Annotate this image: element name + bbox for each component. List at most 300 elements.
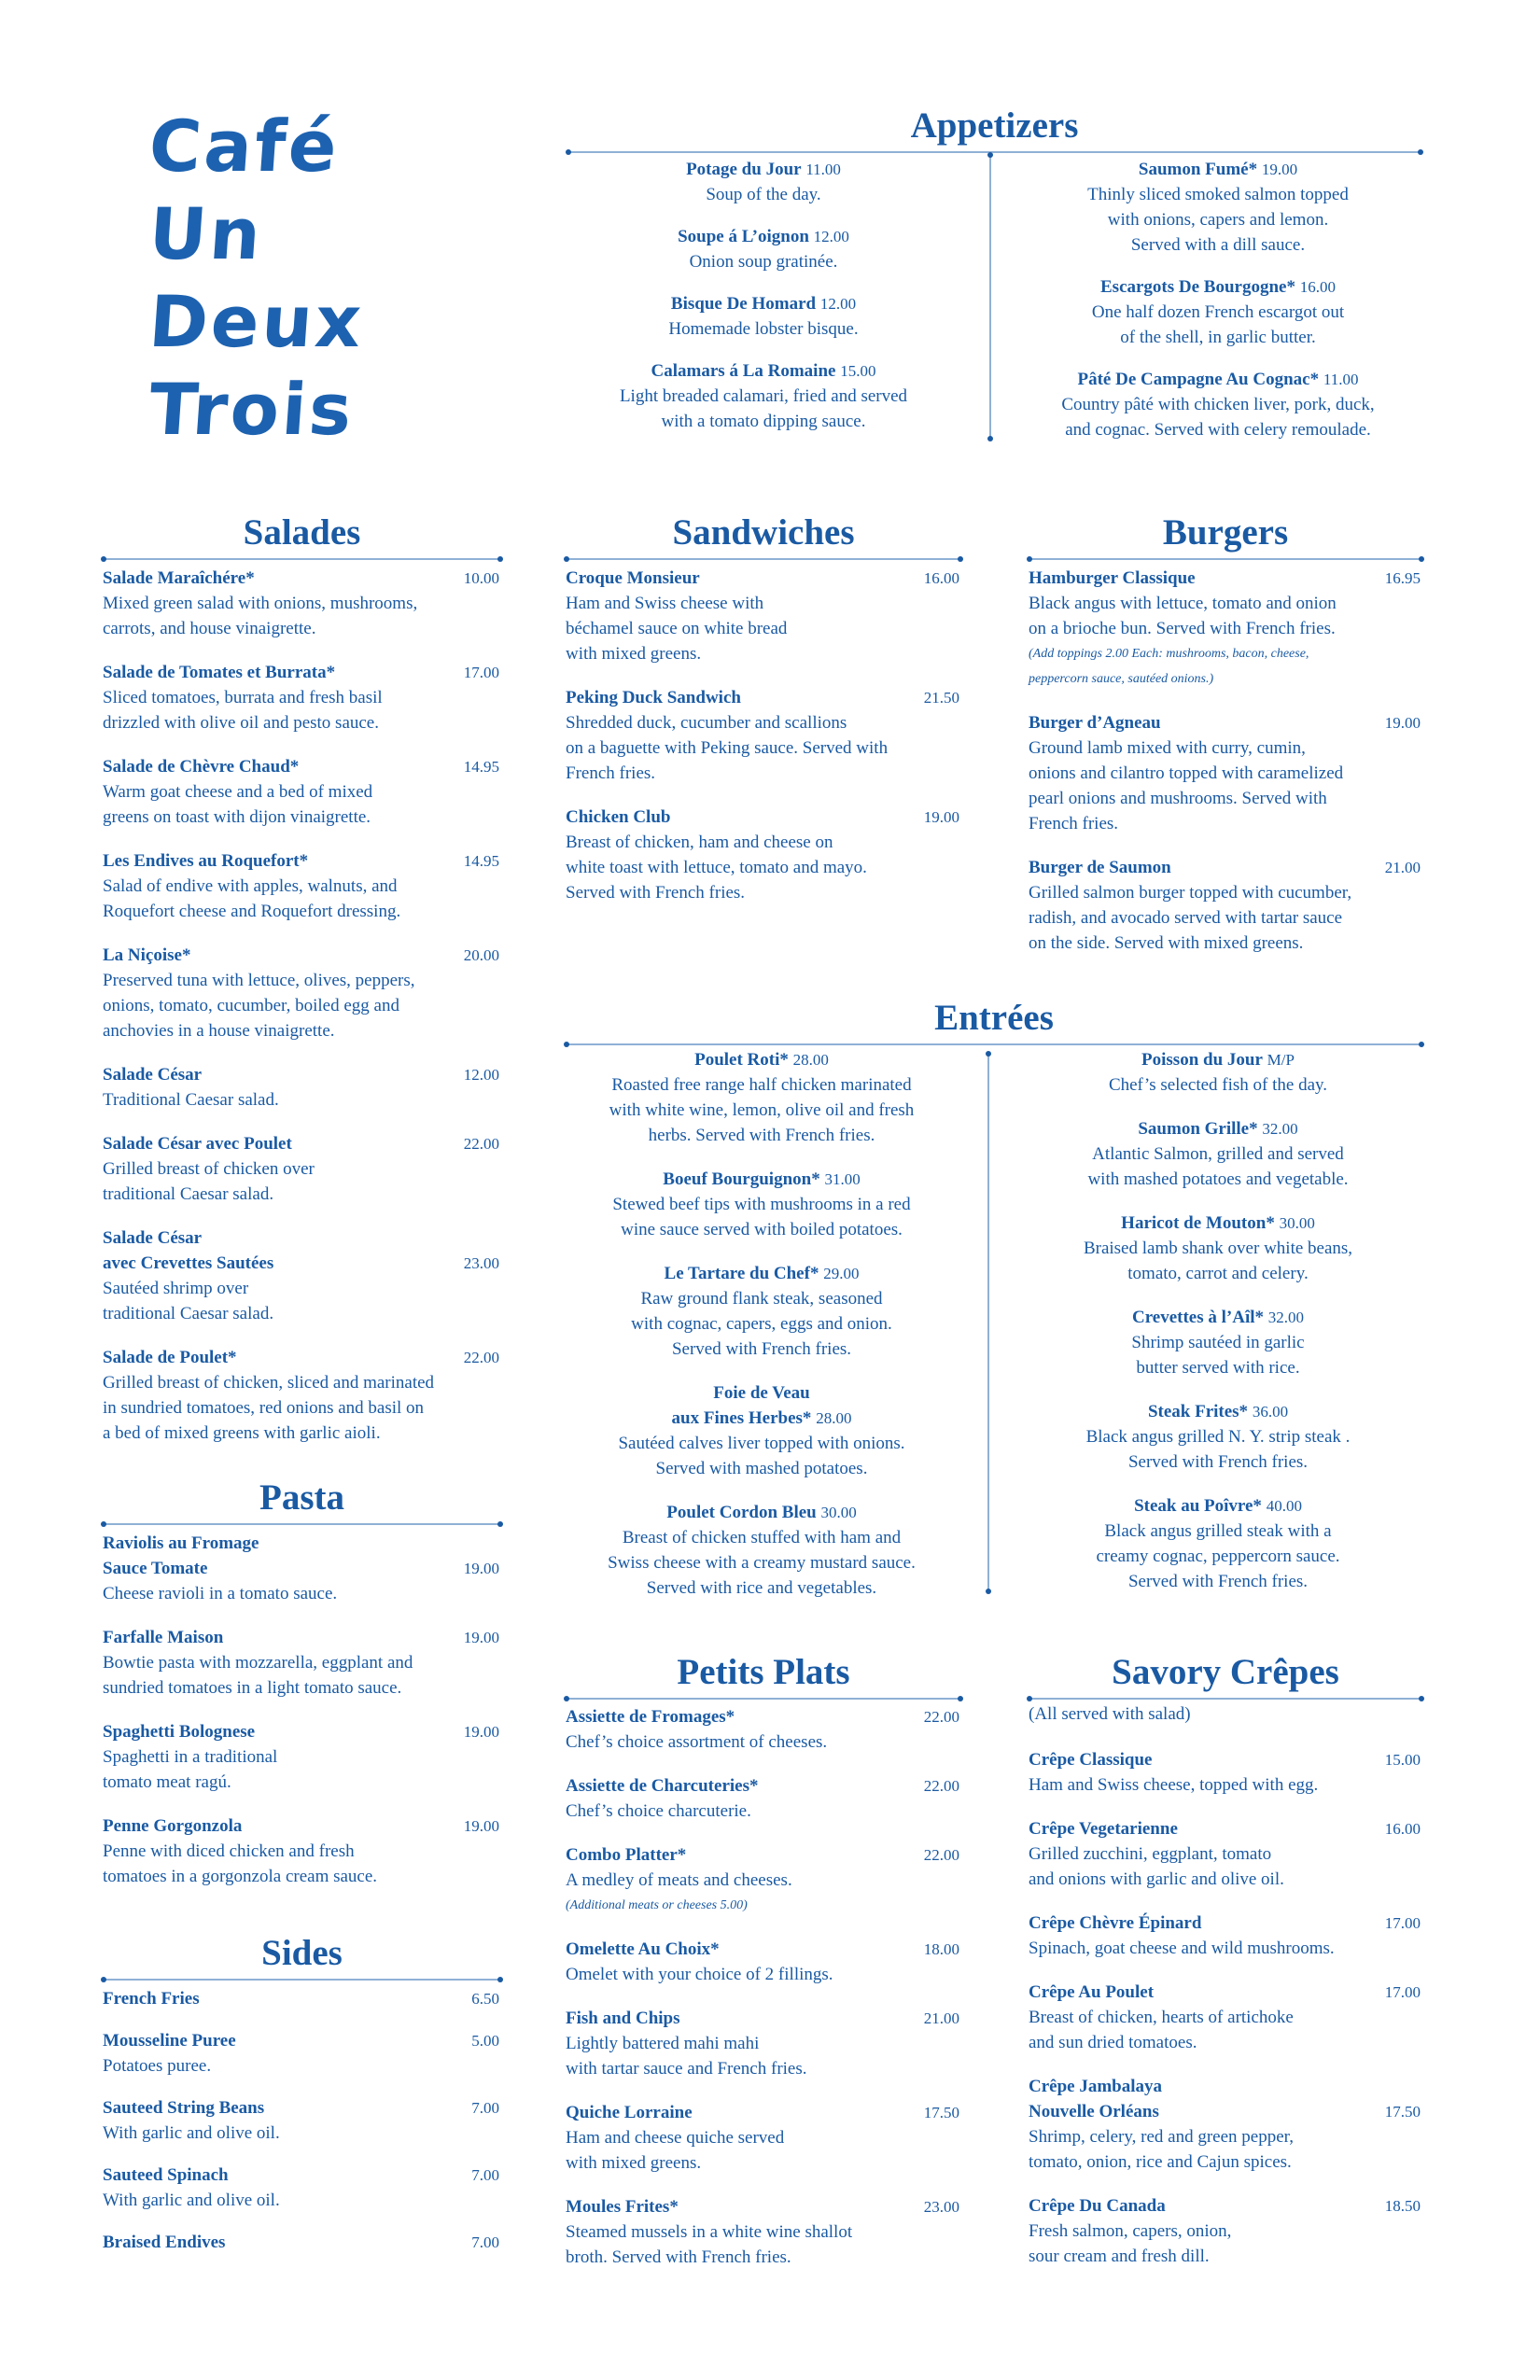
- menu-item-name-row: [103, 1345, 499, 1370]
- sandwiches-header: [566, 511, 961, 560]
- menu-item-name-row: [103, 1225, 499, 1251]
- menu-item-name-row: [1017, 1493, 1419, 1519]
- menu-item-description: onions and cilantro topped with caramelized: [1029, 763, 1344, 783]
- menu-item-name-row: [1029, 566, 1421, 591]
- menu-item-name: Crêpe Jambalaya: [1029, 2077, 1163, 2096]
- menu-item-description: traditional Caesar salad.: [103, 1184, 274, 1204]
- menu-item-description: Light breaded calamari, fried and served: [619, 386, 908, 406]
- menu-item-price: 29.00: [823, 1265, 860, 1282]
- menu-item: [1017, 1493, 1419, 1594]
- menu-item-name: Sauteed Spinach: [103, 2165, 229, 2185]
- menu-item-name-row: [1017, 274, 1419, 300]
- menu-item-name-row: [103, 1131, 499, 1156]
- menu-item-description: in sundried tomatoes, red onions and basil on: [103, 1398, 425, 1418]
- menu-item-name: Hamburger Classique: [1029, 568, 1196, 588]
- menu-item-name-row: [566, 1167, 958, 1192]
- menu-item-description: on the side. Served with mixed greens.: [1029, 933, 1304, 953]
- logo-line: Deux: [146, 280, 367, 363]
- menu-item-name-row: [103, 1719, 499, 1744]
- menu-item-description: Served with French fries.: [1127, 1572, 1309, 1591]
- menu-item: [103, 2028, 499, 2079]
- menu-item-price: 15.00: [1384, 1751, 1421, 1769]
- menu-item-price: 6.50: [471, 1990, 499, 2008]
- menu-item-description: Shredded duck, cucumber and scallions: [566, 713, 847, 733]
- menu-item-name: La Niçoise*: [103, 945, 191, 965]
- petits-plats-header: [566, 1651, 961, 1700]
- menu-item-description: and cognac. Served with celery remoulade.: [1065, 420, 1371, 440]
- menu-item-price: 19.00: [463, 1560, 499, 1577]
- menu-item: [567, 157, 959, 207]
- menu-item-description: Sautéed calves liver topped with onions.: [618, 1434, 905, 1453]
- appetizers-header: [567, 105, 1421, 153]
- menu-item: [567, 291, 959, 342]
- menu-item-name-row: [566, 1773, 959, 1799]
- menu-item-name-row: [566, 2194, 959, 2219]
- menu-item-price: 36.00: [1252, 1403, 1289, 1421]
- menu-item-name: Escargots De Bourgogne*: [1100, 277, 1295, 297]
- menu-item-price: 18.00: [923, 1940, 959, 1958]
- menu-item-price: 19.00: [463, 1629, 499, 1646]
- menu-item-name: Le Tartare du Chef*: [664, 1264, 819, 1283]
- menu-item-name-row: [567, 224, 959, 249]
- menu-item-name-row: [566, 1937, 959, 1962]
- menu-item: [103, 1986, 499, 2011]
- menu-item-name-row: [566, 2100, 959, 2125]
- menu-item-price: 20.00: [463, 946, 499, 964]
- menu-item-description: with mixed greens.: [566, 2153, 702, 2173]
- menu-item-price: 17.00: [463, 664, 499, 681]
- menu-item: [566, 1773, 959, 1824]
- burgers-list: [1029, 566, 1421, 956]
- menu-item: [103, 1225, 499, 1326]
- menu-item-name: Bisque De Homard: [670, 294, 817, 314]
- menu-item-description: with cognac, capers, eggs and onion.: [631, 1314, 892, 1334]
- menu-item: [103, 2095, 499, 2146]
- menu-item-price: 32.00: [1267, 1309, 1305, 1326]
- menu-item-price: 28.00: [792, 1051, 829, 1069]
- menu-item-name-row: [103, 1986, 499, 2011]
- menu-item-name: Crêpe Du Canada: [1029, 2196, 1166, 2216]
- menu-item: [566, 2194, 959, 2270]
- menu-item-description: Onion soup gratinée.: [689, 252, 838, 272]
- menu-item-name: Haricot de Mouton*: [1121, 1213, 1275, 1233]
- menu-item-name: Croque Monsieur: [566, 568, 700, 588]
- menu-item: [103, 1062, 499, 1113]
- menu-item-description: Sautéed shrimp over: [103, 1279, 249, 1298]
- menu-item-description: radish, and avocado served with tartar sauce: [1029, 908, 1343, 928]
- menu-item: [1029, 1816, 1421, 1892]
- menu-item-name: Potage du Jour: [686, 160, 802, 179]
- salades-list: [103, 566, 499, 1446]
- menu-item-description: Black angus grilled steak with a: [1104, 1521, 1332, 1541]
- menu-item-price: 5.00: [471, 2032, 499, 2050]
- logo-line: Trois: [146, 368, 357, 451]
- menu-item: [103, 2230, 499, 2255]
- burgers-title: Burgers: [1162, 512, 1289, 553]
- menu-item-description: With garlic and olive oil.: [103, 2123, 280, 2143]
- menu-item-price: 11.00: [1323, 371, 1359, 388]
- menu-item-description: Sliced tomatoes, burrata and fresh basil: [103, 688, 383, 707]
- menu-item-price: 23.00: [923, 2198, 959, 2216]
- menu-item: [103, 1131, 499, 1207]
- menu-item: [1029, 855, 1421, 956]
- menu-item-name: Mousseline Puree: [103, 2031, 236, 2051]
- menu-item: [103, 754, 499, 830]
- menu-item-name-row: [103, 943, 499, 968]
- salades-title: Salades: [243, 512, 361, 553]
- section-rule: [566, 1698, 961, 1700]
- menu-item-name-row: [103, 1062, 499, 1087]
- menu-item-description: Chef’s selected fish of the day.: [1108, 1075, 1328, 1095]
- menu-item-price: 19.00: [463, 1817, 499, 1835]
- logo-line: Café: [146, 105, 343, 188]
- menu-item: [566, 1500, 958, 1601]
- menu-item-name-row: [566, 1047, 958, 1072]
- menu-item-description: Cheese ravioli in a tomato sauce.: [103, 1584, 338, 1603]
- menu-item: [566, 1047, 958, 1148]
- menu-item-description: Spaghetti in a traditional: [103, 1747, 278, 1767]
- menu-item-name-row: [1029, 2193, 1421, 2219]
- menu-item-name-row: [103, 566, 499, 591]
- menu-item-description: Black angus with lettuce, tomato and onion: [1029, 594, 1337, 613]
- entrees-title: Entrées: [934, 998, 1054, 1038]
- menu-item-price: 17.50: [923, 2104, 959, 2121]
- menu-item-description: Chef’s choice assortment of cheeses.: [566, 1732, 828, 1752]
- menu-item-name-row: [1017, 1305, 1419, 1330]
- menu-item: [566, 1380, 958, 1481]
- menu-item-description: Roasted free range half chicken marinated: [611, 1075, 912, 1095]
- menu-item-name-row: [1017, 157, 1419, 182]
- petits-plats-list: [566, 1704, 959, 2270]
- menu-item-description: tomatoes in a gorgonzola cream sauce.: [103, 1867, 378, 1886]
- menu-item: [566, 685, 959, 786]
- menu-item: [1029, 1980, 1421, 2055]
- menu-item-description: Bowtie pasta with mozzarella, eggplant and: [103, 1653, 413, 1673]
- menu-item-description: Served with French fries.: [566, 883, 746, 903]
- entrees-header: [566, 997, 1422, 1045]
- menu-item-description: Warm goat cheese and a bed of mixed: [103, 782, 373, 802]
- menu-item-description: tomato meat ragú.: [103, 1772, 231, 1792]
- menu-item: [566, 1261, 958, 1362]
- menu-item: [103, 1531, 499, 1606]
- crepes-header: [1029, 1651, 1422, 1700]
- menu-item-name-row: [1017, 1047, 1419, 1072]
- menu-item-name: Poisson du Jour: [1141, 1050, 1263, 1070]
- column-divider: [989, 154, 991, 440]
- menu-item-name: Nouvelle Orléans: [1029, 2102, 1159, 2121]
- menu-item-description: butter served with rice.: [1136, 1358, 1300, 1378]
- menu-item-name-row: [566, 1842, 959, 1868]
- menu-item-name: Pâté De Campagne Au Cognac*: [1077, 370, 1320, 389]
- menu-item-description: Thinly sliced smoked salmon topped: [1087, 185, 1349, 204]
- menu-item: [103, 1625, 499, 1701]
- menu-item-description: with white wine, lemon, olive oil and fresh: [609, 1100, 915, 1120]
- menu-item: [1029, 2193, 1421, 2269]
- menu-item-description: Braised lamb shank over white beans,: [1083, 1239, 1353, 1258]
- menu-item-price: M/P: [1267, 1051, 1295, 1069]
- menu-item-description: Black angus grilled N. Y. strip steak .: [1085, 1427, 1351, 1447]
- menu-item-description: Stewed beef tips with mushrooms in a red: [612, 1195, 911, 1214]
- salades-header: [103, 511, 501, 560]
- menu-item: [567, 358, 959, 434]
- menu-item-description: Swiss cheese with a creamy mustard sauce.: [608, 1553, 916, 1573]
- section-rule: [103, 558, 501, 560]
- menu-item-name: Burger d’Agneau: [1029, 713, 1161, 733]
- menu-item-name: Steak Frites*: [1147, 1402, 1249, 1421]
- menu-item-name: Steak au Poîvre*: [1134, 1496, 1262, 1516]
- menu-item-name-row: [567, 358, 959, 384]
- menu-item-name: Sauce Tomate: [103, 1559, 208, 1578]
- menu-item-name-row: [566, 1704, 959, 1729]
- section-rule: [1029, 558, 1422, 560]
- menu-item: [566, 566, 959, 666]
- menu-item: [1017, 274, 1419, 350]
- sandwiches-title: Sandwiches: [672, 512, 855, 553]
- menu-item-description: French fries.: [566, 763, 656, 783]
- menu-item-price: 16.00: [1299, 278, 1336, 296]
- menu-item-price: 7.00: [471, 2233, 499, 2251]
- menu-item-name-row: [1029, 2074, 1421, 2099]
- menu-item-price: 28.00: [816, 1409, 852, 1427]
- menu-item-price: 31.00: [824, 1170, 861, 1188]
- menu-item-name-row: [103, 1251, 499, 1276]
- menu-item-description: of the shell, in garlic butter.: [1120, 328, 1316, 347]
- section-rule: [103, 1523, 501, 1525]
- menu-item-description: Grilled breast of chicken, sliced and marinated: [103, 1373, 435, 1393]
- menu-item-name: aux Fines Herbes*: [671, 1408, 812, 1428]
- menu-item-description: pearl onions and mushrooms. Served with: [1029, 789, 1327, 808]
- menu-item-description: Mixed green salad with onions, mushrooms,: [103, 594, 418, 613]
- menu-item-price: 19.00: [923, 808, 959, 826]
- menu-item-description: Spinach, goat cheese and wild mushrooms.: [1029, 1939, 1335, 1958]
- menu-item-name-row: [103, 2163, 499, 2188]
- menu-item-name: Braised Endives: [103, 2233, 226, 2252]
- menu-item-description: Grilled zucchini, eggplant, tomato: [1029, 1844, 1272, 1864]
- menu-item-name-row: [1017, 1211, 1419, 1236]
- menu-item-name: Soupe á L’oignon: [678, 227, 809, 246]
- pasta-list: [103, 1531, 499, 1889]
- menu-item-name-row: [1017, 1116, 1419, 1141]
- menu-item: [103, 943, 499, 1043]
- menu-item-price: 16.95: [1384, 569, 1421, 587]
- menu-item-description: Served with French fries.: [1127, 1452, 1309, 1472]
- menu-item-price: 23.00: [463, 1254, 499, 1272]
- menu-item-name-row: [1029, 1911, 1421, 1936]
- menu-item-name-row: [1029, 855, 1421, 880]
- menu-item-name-row: [1017, 1399, 1419, 1424]
- menu-item-price: 22.00: [923, 1846, 959, 1864]
- menu-item-name: Salade de Tomates et Burrata*: [103, 663, 336, 682]
- menu-item-name-row: [566, 1406, 958, 1431]
- menu-item: [103, 1813, 499, 1889]
- menu-item-name: Crêpe Classique: [1029, 1750, 1153, 1770]
- section-rule: [566, 558, 961, 560]
- menu-item-description: Preserved tuna with lettuce, olives, peppers,: [103, 971, 415, 990]
- menu-item-name-row: [103, 660, 499, 685]
- menu-item-name-row: [566, 685, 959, 710]
- entrees-left-column: [566, 1047, 958, 1601]
- menu-item-name-row: [566, 1261, 958, 1286]
- menu-item-name-row: [103, 2095, 499, 2121]
- appetizers-title: Appetizers: [910, 105, 1079, 146]
- menu-item-name: Spaghetti Bolognese: [103, 1722, 256, 1742]
- menu-item-description: Country pâté with chicken liver, pork, duck,: [1061, 395, 1375, 414]
- menu-item-description: Raw ground flank steak, seasoned: [640, 1289, 883, 1309]
- menu-item-description: Ham and cheese quiche served: [566, 2128, 785, 2148]
- menu-item: [1017, 1047, 1419, 1098]
- menu-item-price: 22.00: [923, 1777, 959, 1795]
- menu-item-name: Raviolis au Fromage: [103, 1533, 259, 1553]
- menu-item-description: Fresh salmon, capers, onion,: [1029, 2221, 1232, 2241]
- section-rule: [566, 1043, 1422, 1045]
- menu-item-description: and sun dried tomatoes.: [1029, 2033, 1197, 2052]
- menu-item-name: Moules Frites*: [566, 2197, 679, 2217]
- menu-item-name-row: [103, 848, 499, 874]
- menu-item-name-row: [103, 1556, 499, 1581]
- menu-item: [1017, 1399, 1419, 1475]
- menu-item-name: French Fries: [103, 1989, 200, 2009]
- menu-item-name: Calamars á La Romaine: [651, 361, 836, 381]
- appetizers-right-column: [1017, 157, 1419, 442]
- menu-item-note: peppercorn sauce, sautéed onions.): [1029, 672, 1214, 686]
- menu-item-description: with a tomato dipping sauce.: [661, 412, 866, 431]
- menu-item-name-row: [1029, 2099, 1421, 2124]
- menu-item-description: sundried tomatoes in a light tomato sauce.: [103, 1678, 402, 1698]
- menu-item-description: traditional Caesar salad.: [103, 1304, 274, 1323]
- menu-item-price: 12.00: [813, 228, 849, 245]
- menu-item-description: Steamed mussels in a white wine shallot: [566, 2222, 853, 2242]
- menu-item-price: 16.00: [923, 569, 959, 587]
- menu-item-description: Ham and Swiss cheese with: [566, 594, 764, 613]
- menu-item-description: Served with a dill sauce.: [1130, 235, 1306, 255]
- menu-item-description: Served with rice and vegetables.: [646, 1578, 877, 1598]
- menu-item: [566, 1167, 958, 1242]
- menu-item-description: herbs. Served with French fries.: [648, 1126, 875, 1145]
- menu-item-name: Omelette Au Choix*: [566, 1939, 720, 1959]
- menu-item-name: Poulet Cordon Bleu: [666, 1503, 817, 1522]
- menu-item-name: Salade César avec Poulet: [103, 1134, 292, 1154]
- menu-item: [103, 1345, 499, 1446]
- menu-item-name: Burger de Saumon: [1029, 858, 1171, 877]
- menu-item-price: 40.00: [1266, 1497, 1302, 1515]
- menu-item-name-row: [103, 1813, 499, 1839]
- menu-item-description: creamy cognac, peppercorn sauce.: [1096, 1547, 1340, 1566]
- menu-item-name: Crêpe Vegetarienne: [1029, 1819, 1178, 1839]
- menu-item: [566, 1704, 959, 1755]
- section-rule: [1029, 1698, 1422, 1700]
- sides-title: Sides: [261, 1933, 343, 1973]
- menu-item-description: One half dozen French escargot out: [1091, 302, 1345, 322]
- menu-item-name: Assiette de Fromages*: [566, 1707, 735, 1727]
- menu-item-name-row: [103, 754, 499, 779]
- menu-item-price: 19.00: [1384, 714, 1421, 732]
- menu-item: [1017, 157, 1419, 258]
- menu-item-description: on a brioche bun. Served with French fries.: [1029, 619, 1336, 638]
- menu-item-name: Farfalle Maison: [103, 1628, 224, 1647]
- menu-item-description: Ground lamb mixed with curry, cumin,: [1029, 738, 1306, 758]
- menu-item: [1017, 367, 1419, 442]
- menu-item-price: 22.00: [463, 1135, 499, 1153]
- menu-item-price: 19.00: [463, 1723, 499, 1741]
- menu-item: [103, 1719, 499, 1795]
- menu-item-description: Traditional Caesar salad.: [103, 1090, 279, 1110]
- menu-item-name-row: [103, 2230, 499, 2255]
- menu-item-price: 17.50: [1384, 2103, 1421, 2121]
- menu-item-description: French fries.: [1029, 814, 1119, 833]
- menu-item-note: (Additional meats or cheeses 5.00): [566, 1898, 748, 1912]
- menu-item-description: anchovies in a house vinaigrette.: [103, 1021, 335, 1041]
- petits-plats-title: Petits Plats: [677, 1652, 850, 1692]
- section-rule: [567, 151, 1421, 153]
- menu-item-name-row: [566, 566, 959, 591]
- menu-item-price: 22.00: [923, 1708, 959, 1726]
- menu-item: [103, 2163, 499, 2213]
- menu-item-name: Fish and Chips: [566, 2009, 680, 2028]
- menu-item-description: Chef’s choice charcuterie.: [566, 1801, 751, 1821]
- menu-item-name: Combo Platter*: [566, 1845, 687, 1865]
- menu-item-name: Salade de Poulet*: [103, 1348, 237, 1367]
- menu-item-description: white toast with lettuce, tomato and mayo.: [566, 858, 867, 877]
- burgers-header: [1029, 511, 1422, 560]
- menu-item-name: Salade César: [103, 1228, 203, 1248]
- menu-item-name-row: [566, 1380, 958, 1406]
- menu-item-description: carrots, and house vinaigrette.: [103, 619, 316, 638]
- menu-item-description: Breast of chicken, ham and cheese on: [566, 833, 833, 852]
- menu-item-name-row: [566, 805, 959, 830]
- menu-item-price: 21.50: [923, 689, 959, 707]
- menu-item-name: Boeuf Bourguignon*: [663, 1169, 820, 1189]
- menu-item-name: Chicken Club: [566, 807, 671, 827]
- menu-item-name: Crêpe Au Poulet: [1029, 1982, 1155, 2002]
- menu-item: [566, 2006, 959, 2081]
- entrees-right-column: [1017, 1047, 1419, 1594]
- menu-item-description: tomato, carrot and celery.: [1127, 1264, 1309, 1283]
- menu-item-name: Quiche Lorraine: [566, 2103, 693, 2122]
- menu-item-description: Penne with diced chicken and fresh: [103, 1841, 355, 1861]
- menu-item-price: 12.00: [819, 295, 857, 313]
- pasta-title: Pasta: [259, 1477, 344, 1518]
- sides-list: [103, 1986, 499, 2255]
- menu-item-name: Poulet Roti*: [694, 1050, 789, 1070]
- menu-item-name: Assiette de Charcuteries*: [566, 1776, 759, 1796]
- menu-item-description: Grilled salmon burger topped with cucumber,: [1029, 883, 1352, 903]
- menu-item-description: Breast of chicken, hearts of artichoke: [1029, 2008, 1294, 2027]
- menu-item-description: drizzled with olive oil and pesto sauce.: [103, 713, 379, 733]
- menu-item-name-row: [1029, 1747, 1421, 1772]
- crepes-subtitle: (All served with salad): [1029, 1704, 1191, 1724]
- menu-item: [103, 566, 499, 641]
- menu-item-description: onions, tomato, cucumber, boiled egg and: [103, 996, 399, 1015]
- menu-item-description: with tartar sauce and French fries.: [566, 2059, 807, 2079]
- menu-item-description: tomato, onion, rice and Cajun spices.: [1029, 2152, 1292, 2172]
- menu-item: [566, 1937, 959, 1987]
- menu-item-name-row: [1017, 367, 1419, 392]
- menu-item-name: Salade de Chèvre Chaud*: [103, 757, 300, 777]
- menu-item-name-row: [566, 1500, 958, 1525]
- menu-item-name: Les Endives au Roquefort*: [103, 851, 309, 871]
- menu-item-description: Salad of endive with apples, walnuts, and: [103, 876, 398, 896]
- menu-item-name-row: [103, 1625, 499, 1650]
- menu-item: [1029, 566, 1421, 692]
- menu-item-price: 14.95: [463, 852, 499, 870]
- menu-item-description: wine sauce served with boiled potatoes.: [621, 1220, 903, 1239]
- menu-item: [1029, 710, 1421, 836]
- menu-item-description: a bed of mixed greens with garlic aioli.: [103, 1423, 381, 1443]
- menu-item-description: broth. Served with French fries.: [566, 2247, 791, 2267]
- menu-item-description: with mixed greens.: [566, 644, 702, 664]
- menu-item-description: Roquefort cheese and Roquefort dressing.: [103, 902, 401, 921]
- menu-item-price: 21.00: [1384, 859, 1421, 876]
